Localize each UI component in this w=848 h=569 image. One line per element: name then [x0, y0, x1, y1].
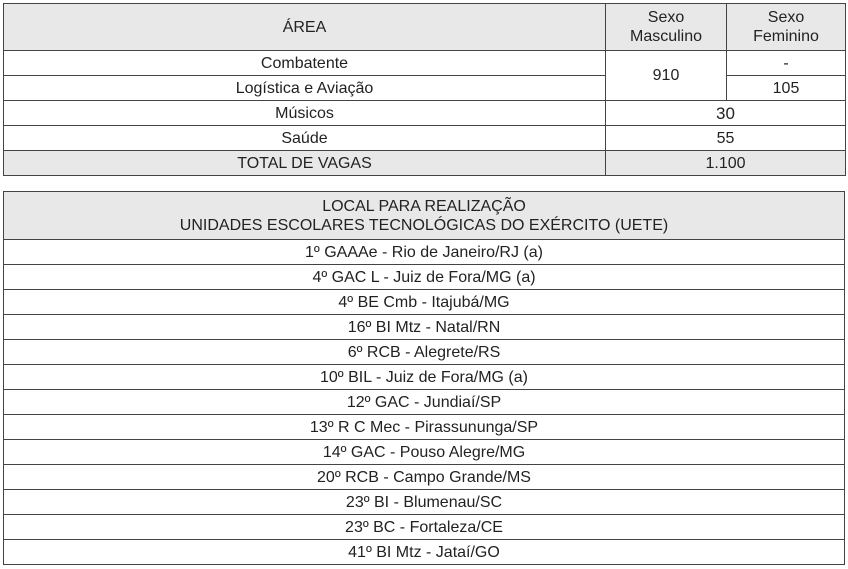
local-item: 4º BE Cmb - Itajubá/MG	[4, 290, 845, 315]
row-logistica-area: Logística e Aviação	[4, 76, 606, 101]
local-item: 1º GAAAe - Rio de Janeiro/RJ (a)	[4, 240, 845, 265]
header-sexo-feminino	[727, 4, 846, 51]
row-musicos-area: Músicos	[4, 101, 606, 126]
table-row	[4, 440, 845, 465]
row-total-area: TOTAL DE VAGAS	[4, 151, 606, 176]
local-item: 23º BI - Blumenau/SC	[4, 490, 845, 515]
row-combatente-area: Combatente	[4, 51, 606, 76]
row-saude-area: Saúde	[4, 126, 606, 151]
local-item: 41º BI Mtz - Jataí/GO	[4, 540, 845, 565]
table-row	[4, 290, 845, 315]
local-item: 6º RCB - Alegrete/RS	[4, 340, 845, 365]
local-item: 10º BIL - Juiz de Fora/MG (a)	[4, 365, 845, 390]
header-sexo-feminino-label: Sexo Feminino	[753, 9, 819, 45]
table-row	[4, 390, 845, 415]
combatente-logistica-masculino: 910	[606, 51, 727, 101]
vagas-table	[3, 3, 846, 176]
locais-list	[4, 240, 845, 565]
local-item: 13º R C Mec - Pirassununga/SP	[4, 415, 845, 440]
local-item: 23º BC - Fortaleza/CE	[4, 515, 845, 540]
row-total-value: 1.100	[606, 151, 846, 176]
local-item: 4º GAC L - Juiz de Fora/MG (a)	[4, 265, 845, 290]
row-combatente-feminino: -	[727, 51, 846, 76]
table-row	[4, 340, 845, 365]
table-row	[4, 415, 845, 440]
table-row	[4, 540, 845, 565]
row-musicos-total: 30	[606, 101, 846, 126]
row-logistica-feminino: 105	[727, 76, 846, 101]
table-row	[4, 515, 845, 540]
table-row	[4, 365, 845, 390]
table-row	[4, 490, 845, 515]
header-area: ÁREA	[4, 4, 606, 51]
table-row	[4, 240, 845, 265]
locais-header-line1: LOCAL PARA REALIZAÇÃO	[322, 197, 526, 215]
local-item: 20º RCB - Campo Grande/MS	[4, 465, 845, 490]
local-item: 12º GAC - Jundiaí/SP	[4, 390, 845, 415]
local-item: 16º BI Mtz - Natal/RN	[4, 315, 845, 340]
locais-header	[4, 192, 845, 240]
locais-table	[3, 191, 845, 565]
table-row	[4, 265, 845, 290]
header-sexo-masculino	[606, 4, 727, 51]
row-saude-total: 55	[606, 126, 846, 151]
table-row	[4, 465, 845, 490]
locais-header-line2: UNIDADES ESCOLARES TECNOLÓGICAS DO EXÉRCITO (UETE)	[179, 216, 669, 234]
header-sexo-masculino-label: Sexo Masculino	[629, 9, 703, 45]
local-item: 14º GAC - Pouso Alegre/MG	[4, 440, 845, 465]
table-row	[4, 315, 845, 340]
